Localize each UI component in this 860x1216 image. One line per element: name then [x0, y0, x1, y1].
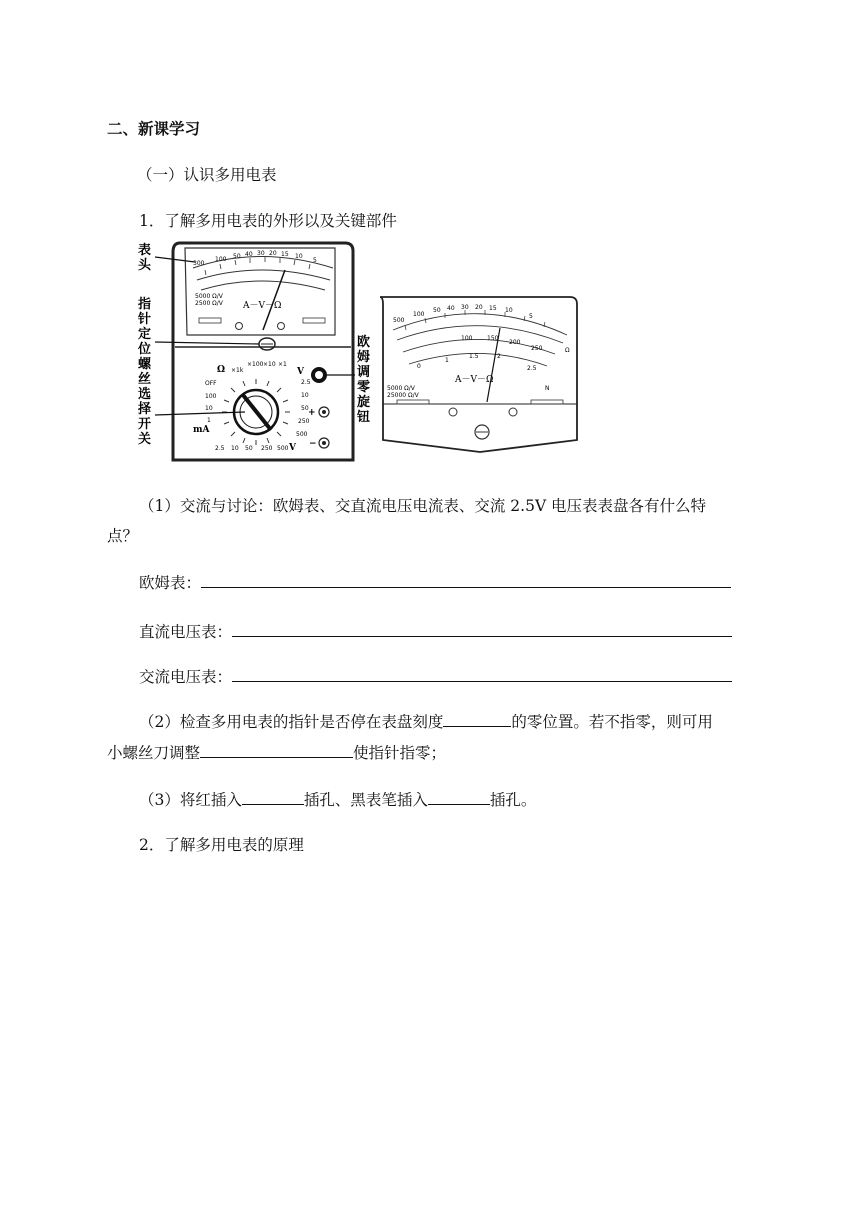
q2-part3: 小螺丝刀调整 [107, 744, 201, 762]
right-rate-label: 5000 Ω/V [387, 385, 415, 392]
svg-text:−: − [309, 439, 317, 449]
right-low-1-5: 1.5 [469, 353, 479, 360]
range-x100: ×100 [247, 361, 264, 368]
label-oumu-1: 欧 [357, 335, 371, 350]
label-oumu-4: 零 [357, 380, 371, 395]
dcv-label: 直流电压表： [139, 623, 233, 641]
label-zhizhen-6: 丝 [138, 372, 152, 387]
q2-part4: 使指针指零； [353, 744, 447, 762]
range-right-500: 500 [296, 431, 308, 438]
item2-title: 2．了解多用电表的原理 [139, 836, 304, 854]
range-bottom-500: 500 [277, 445, 289, 452]
q3-blank-1[interactable] [242, 789, 304, 805]
section-title: 二、新课学习 [107, 119, 201, 138]
right-mid-100: 100 [461, 335, 473, 342]
range-right-2-5: 2.5 [301, 379, 311, 386]
left-rate-label-2: 2500 Ω/V [195, 300, 223, 307]
label-oumu-6: 钮 [357, 410, 371, 425]
q3-line [139, 788, 536, 810]
left-ohm-symbol: Ω [217, 365, 226, 375]
label-oumu-2: 姆 [357, 350, 371, 365]
range-right-50: 50 [301, 405, 309, 412]
range-x1: ×1 [278, 361, 287, 368]
label-oumu-3: 调 [357, 365, 371, 380]
right-ns-label: N [545, 385, 550, 392]
left-rate-label: 5000 Ω/V [195, 293, 223, 300]
subsection-title: （一）认识多用电表 [137, 166, 277, 184]
ohm-answer-blank[interactable] [201, 572, 731, 588]
right-scale-50: 50 [433, 307, 441, 314]
q3-part3: 插孔。 [489, 791, 537, 809]
dcv-answer-blank[interactable] [232, 621, 732, 637]
label-zhizhen-3: 定 [138, 327, 152, 342]
label-biaotou-2: 头 [138, 258, 152, 273]
range-bottom-50: 50 [245, 445, 253, 452]
right-ohm-symbol: Ω [565, 347, 570, 354]
label-zhizhen-1: 指 [138, 297, 152, 312]
right-scale-5: 5 [529, 313, 533, 320]
label-zhizhen-2: 针 [138, 312, 152, 327]
left-scale-50: 50 [233, 253, 241, 260]
left-scale-40: 40 [245, 251, 253, 258]
range-left-1: 1 [207, 417, 211, 424]
right-dial-text: A－V－Ω [455, 375, 494, 385]
q2-part1: （2）检查多用电表的指针是否停在表盘刻度 [139, 713, 444, 731]
item1-title: 1．了解多用电表的外形以及关键部件 [139, 212, 397, 230]
left-scale-20: 20 [269, 250, 277, 257]
label-xuanze-2: 择 [138, 402, 152, 417]
right-scale-30: 30 [461, 304, 469, 311]
label-zhizhen-4: 位 [138, 342, 152, 357]
right-scale-100: 100 [413, 311, 425, 318]
left-scale-5: 5 [313, 257, 317, 264]
range-x1k: ×1k [231, 367, 244, 374]
right-scale-20: 20 [475, 304, 483, 311]
label-zhizhen-5: 螺 [138, 357, 152, 372]
acv-answer-blank[interactable] [232, 666, 732, 682]
left-ma-symbol: mA [193, 425, 210, 435]
right-scale-15: 15 [489, 305, 497, 312]
svg-text:+: + [308, 408, 316, 418]
range-left-10: 10 [205, 405, 213, 412]
left-volt-symbol: V [297, 367, 304, 377]
left-scale-30: 30 [257, 250, 265, 257]
right-dial [380, 297, 577, 452]
label-oumu-5: 旋 [357, 395, 371, 410]
q3-part1: （3）将红插入 [139, 791, 242, 809]
acv-answer-row [139, 665, 732, 687]
left-off-label: OFF [205, 380, 217, 387]
range-left-100: 100 [205, 393, 217, 400]
q2-part2: 的零位置。若不指零，则可用 [511, 713, 713, 731]
q1-line1: （1）交流与讨论：欧姆表、交直流电压电流表、交流 2.5V 电压表表盘各有什么特 [139, 497, 707, 515]
label-xuanze-1: 选 [138, 387, 152, 402]
right-low-0: 0 [417, 363, 421, 370]
range-right-10: 10 [301, 392, 309, 399]
left-scale-10: 10 [295, 253, 303, 260]
range-right-250: 250 [298, 418, 310, 425]
range-bottom-250: 250 [261, 445, 273, 452]
ohm-label: 欧姆表： [139, 574, 202, 592]
left-volt-bottom: V [289, 443, 296, 453]
left-dial-text: A－V－Ω [243, 301, 282, 311]
left-scale-100: 100 [215, 256, 227, 263]
q2-blank-1[interactable] [443, 711, 511, 727]
label-xuanze-4: 关 [138, 432, 152, 447]
ohm-answer-row [139, 571, 731, 593]
range-bottom-10: 10 [231, 445, 239, 452]
left-scale-300: 300 [193, 260, 205, 267]
right-scale-40: 40 [447, 305, 455, 312]
right-low-2-5: 2.5 [527, 365, 537, 372]
left-scale-15: 15 [281, 251, 289, 258]
right-scale-10: 10 [505, 307, 513, 314]
left-multimeter [173, 243, 353, 460]
label-biaotou-1: 表 [138, 243, 152, 258]
right-mid-200: 200 [509, 339, 521, 346]
q2-blank-2[interactable] [200, 742, 353, 758]
q3-part2: 插孔、黑表笔插入 [303, 791, 428, 809]
range-bottom-2-5: 2.5 [215, 445, 225, 452]
right-mid-150: 150 [487, 335, 499, 342]
acv-label: 交流电压表： [139, 668, 233, 686]
right-low-1: 1 [445, 357, 449, 364]
right-mid-250: 250 [531, 345, 543, 352]
label-xuanze-3: 开 [138, 417, 152, 432]
right-rate-label-2: 25000 Ω/V [387, 392, 419, 399]
multimeter-figure [135, 240, 585, 465]
range-x10: ×10 [263, 361, 276, 368]
dcv-answer-row [139, 620, 732, 642]
q2-line2 [107, 741, 446, 763]
right-low-2: 2 [497, 353, 501, 360]
right-scale-500: 500 [393, 317, 405, 324]
q2-line1 [139, 710, 713, 732]
q3-blank-2[interactable] [428, 789, 490, 805]
q1-line2: 点？ [107, 527, 139, 545]
